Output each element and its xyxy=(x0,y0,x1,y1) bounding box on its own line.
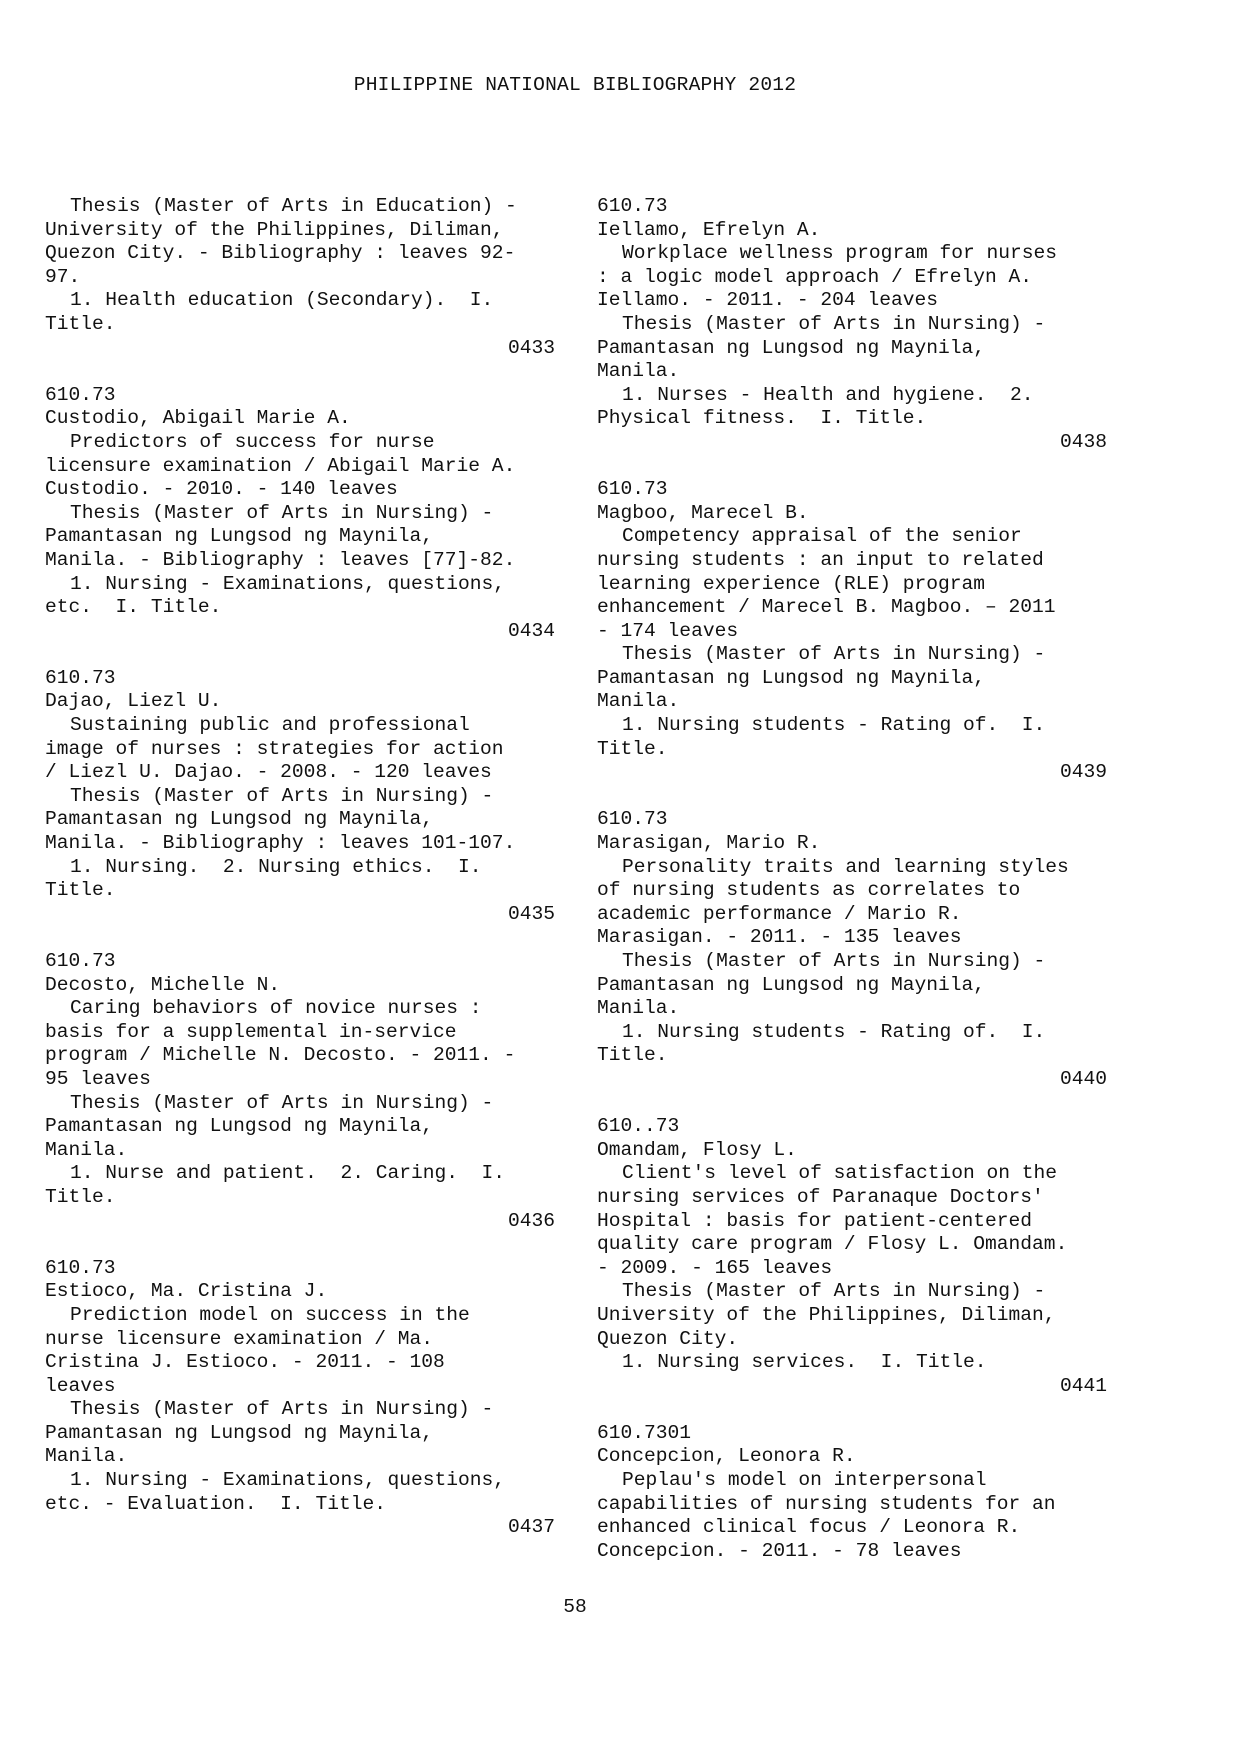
entry-line: Iellamo. - 2011. - 204 leaves xyxy=(597,289,938,312)
bibliography-entry xyxy=(45,384,555,644)
entry-line: Prediction model on success in the xyxy=(70,1303,470,1326)
entry-line: enhanced clinical focus / Leonora R. xyxy=(597,1516,1021,1539)
entry-line: 1. Nursing - Examinations, questions, xyxy=(70,1469,506,1492)
entry-line: Decosto, Michelle N. xyxy=(45,973,281,996)
entry-line: Manila. - Bibliography : leaves 101-107. xyxy=(45,832,516,855)
entry-line: enhancement / Marecel B. Magboo. – 2011 xyxy=(597,596,1056,619)
entry-line: Pamantasan ng Lungsod ng Maynila, xyxy=(45,1421,434,1444)
entry-line: Custodio. - 2010. - 140 leaves xyxy=(45,478,398,501)
entry-line: etc. - Evaluation. I. Title. xyxy=(45,1492,386,1515)
entry-number: 0434 xyxy=(507,619,555,642)
entry-line: - 2009. - 165 leaves xyxy=(597,1256,833,1279)
entry-number: 0439 xyxy=(1059,761,1107,784)
entry-line: Title. xyxy=(597,1044,668,1067)
entry-line: Sustaining public and professional xyxy=(70,714,470,737)
entry-line: Pamantasan ng Lungsod ng Maynila, xyxy=(45,1115,434,1138)
bibliography-entry xyxy=(45,667,555,927)
entry-line: 1. Nursing students - Rating of. I. xyxy=(622,1020,1046,1043)
entry-line: 1. Nurse and patient. 2. Caring. I. xyxy=(70,1162,506,1185)
entry-first-line: 610..73 xyxy=(597,1115,680,1138)
entry-line: Manila. - Bibliography : leaves [77]-82. xyxy=(45,548,516,571)
entry-line: Manila. xyxy=(597,690,680,713)
bibliography-entry xyxy=(45,195,555,360)
entry-line: Pamantasan ng Lungsod ng Maynila, xyxy=(45,808,434,831)
right-column xyxy=(597,195,1107,1587)
entry-line: Caring behaviors of novice nurses : xyxy=(70,997,482,1020)
entry-first-line: 610.73 xyxy=(597,808,668,831)
entry-line: Marasigan, Mario R. xyxy=(597,832,821,855)
entry-line: Pamantasan ng Lungsod ng Maynila, xyxy=(597,666,986,689)
entry-line: 1. Nursing services. I. Title. xyxy=(622,1351,987,1374)
bibliography-entry xyxy=(597,1115,1107,1398)
entry-line: Iellamo, Efrelyn A. xyxy=(597,218,821,241)
bibliography-entry xyxy=(597,478,1107,785)
bibliography-entry xyxy=(597,195,1107,455)
entry-line: Manila. xyxy=(45,1445,128,1468)
entry-line: Thesis (Master of Arts in Nursing) - xyxy=(70,1398,494,1421)
entry-line: capabilities of nursing students for an xyxy=(597,1492,1056,1515)
entry-line: Title. xyxy=(45,1185,116,1208)
entry-line: / Liezl U. Dajao. - 2008. - 120 leaves xyxy=(45,761,492,784)
entry-line: 1. Health education (Secondary). I. xyxy=(70,289,494,312)
entry-line: leaves xyxy=(45,1374,116,1397)
entry-first-line: 610.7301 xyxy=(597,1421,692,1444)
entry-line: 1. Nursing - Examinations, questions, xyxy=(70,572,506,595)
entry-line: Hospital : basis for patient-centered xyxy=(597,1209,1033,1232)
entry-line: Thesis (Master of Arts in Nursing) - xyxy=(622,950,1046,972)
entry-line: 1. Nurses - Health and hygiene. 2. xyxy=(622,383,1034,406)
bibliography-entry xyxy=(45,1257,555,1540)
entry-number: 0433 xyxy=(507,336,555,359)
entry-line: Manila. xyxy=(597,997,680,1020)
entry-line: Predictors of success for nurse xyxy=(70,430,435,453)
entry-first-line: 610.73 xyxy=(45,1256,116,1279)
entry-line: Thesis (Master of Arts in Nursing) - xyxy=(622,1280,1046,1303)
entry-line: Custodio, Abigail Marie A. xyxy=(45,407,351,430)
entry-line: Dajao, Liezl U. xyxy=(45,690,222,713)
entry-line: Thesis (Master of Arts in Nursing) - xyxy=(70,501,494,524)
entry-line: 1. Nursing students - Rating of. I. xyxy=(622,714,1046,737)
entry-line: Title. xyxy=(45,879,116,902)
entry-line: Personality traits and learning styles xyxy=(622,855,1069,878)
entry-line: Thesis (Master of Arts in Nursing) - xyxy=(70,784,494,807)
bibliography-entry xyxy=(597,808,1107,1091)
entry-first-line: Thesis (Master of Arts in Education) - xyxy=(70,195,517,217)
entry-line: Omandam, Flosy L. xyxy=(597,1138,797,1161)
entry-line: basis for a supplemental in-service xyxy=(45,1020,457,1043)
entry-line: - 174 leaves xyxy=(597,619,739,642)
entry-line: Marasigan. - 2011. - 135 leaves xyxy=(597,926,962,949)
entry-number: 0441 xyxy=(1059,1374,1107,1397)
entry-line: program / Michelle N. Decosto. - 2011. - xyxy=(45,1044,516,1067)
entry-line: University of the Philippines, Diliman, xyxy=(597,1303,1056,1326)
entry-line: Cristina J. Estioco. - 2011. - 108 xyxy=(45,1351,445,1374)
entry-line: nurse licensure examination / Ma. xyxy=(45,1327,434,1350)
entry-first-line: 610.73 xyxy=(597,195,668,217)
entry-line: : a logic model approach / Efrelyn A. xyxy=(597,265,1033,288)
entry-line: Workplace wellness program for nurses xyxy=(622,242,1058,265)
entry-line: nursing students : an input to related xyxy=(597,548,1044,571)
entry-line: University of the Philippines, Diliman, xyxy=(45,218,504,241)
entry-first-line: 610.73 xyxy=(45,950,116,972)
entry-line: Title. xyxy=(45,312,116,335)
entry-line: Magboo, Marecel B. xyxy=(597,501,809,524)
running-head: PHILIPPINE NATIONAL BIBLIOGRAPHY 2012 xyxy=(353,74,797,96)
entry-line: etc. I. Title. xyxy=(45,596,222,619)
entry-line: Concepcion. - 2011. - 78 leaves xyxy=(597,1539,962,1562)
entry-line: Pamantasan ng Lungsod ng Maynila, xyxy=(597,336,986,359)
page-number: 58 xyxy=(563,1596,587,1618)
entry-line: 97. xyxy=(45,265,81,288)
entry-line: Manila. xyxy=(597,360,680,383)
entry-line: Manila. xyxy=(45,1138,128,1161)
entry-line: Client's level of satisfaction on the xyxy=(622,1162,1058,1185)
entry-line: licensure examination / Abigail Marie A. xyxy=(45,454,516,477)
entry-first-line: 610.73 xyxy=(45,666,116,689)
bibliography-entry xyxy=(45,950,555,1233)
entry-line: 95 leaves xyxy=(45,1067,151,1090)
entry-line: Title. xyxy=(597,737,668,760)
entry-line: Peplau's model on interpersonal xyxy=(622,1469,987,1492)
entry-line: quality care program / Flosy L. Omandam. xyxy=(597,1233,1068,1256)
entry-line: image of nurses : strategies for action xyxy=(45,737,504,760)
entry-line: Physical fitness. I. Title. xyxy=(597,407,927,430)
entry-line: Quezon City. - Bibliography : leaves 92- xyxy=(45,242,516,265)
entry-line: learning experience (RLE) program xyxy=(597,572,986,595)
entry-number: 0437 xyxy=(507,1516,555,1539)
entry-line: nursing services of Paranaque Doctors' xyxy=(597,1185,1044,1208)
entry-line: Thesis (Master of Arts in Nursing) - xyxy=(622,643,1046,666)
entry-line: academic performance / Mario R. xyxy=(597,902,962,925)
entry-line: Concepcion, Leonora R. xyxy=(597,1445,856,1468)
entry-line: Estioco, Ma. Cristina J. xyxy=(45,1280,328,1303)
entry-line: Quezon City. xyxy=(597,1327,739,1350)
entry-line: of nursing students as correlates to xyxy=(597,879,1021,902)
entry-first-line: 610.73 xyxy=(45,383,116,406)
entry-line: Pamantasan ng Lungsod ng Maynila, xyxy=(45,525,434,548)
entry-line: Pamantasan ng Lungsod ng Maynila, xyxy=(597,973,986,996)
entry-first-line: 610.73 xyxy=(597,478,668,501)
entry-line: Thesis (Master of Arts in Nursing) - xyxy=(622,312,1046,335)
entry-number: 0438 xyxy=(1059,430,1107,453)
entry-line: Thesis (Master of Arts in Nursing) - xyxy=(70,1091,494,1114)
left-column xyxy=(45,195,555,1563)
entry-number: 0440 xyxy=(1059,1067,1107,1090)
bibliography-entry xyxy=(597,1422,1107,1564)
entry-line: 1. Nursing. 2. Nursing ethics. I. xyxy=(70,855,482,878)
entry-number: 0436 xyxy=(507,1209,555,1232)
entry-line: Competency appraisal of the senior xyxy=(622,525,1022,548)
entry-number: 0435 xyxy=(507,902,555,925)
